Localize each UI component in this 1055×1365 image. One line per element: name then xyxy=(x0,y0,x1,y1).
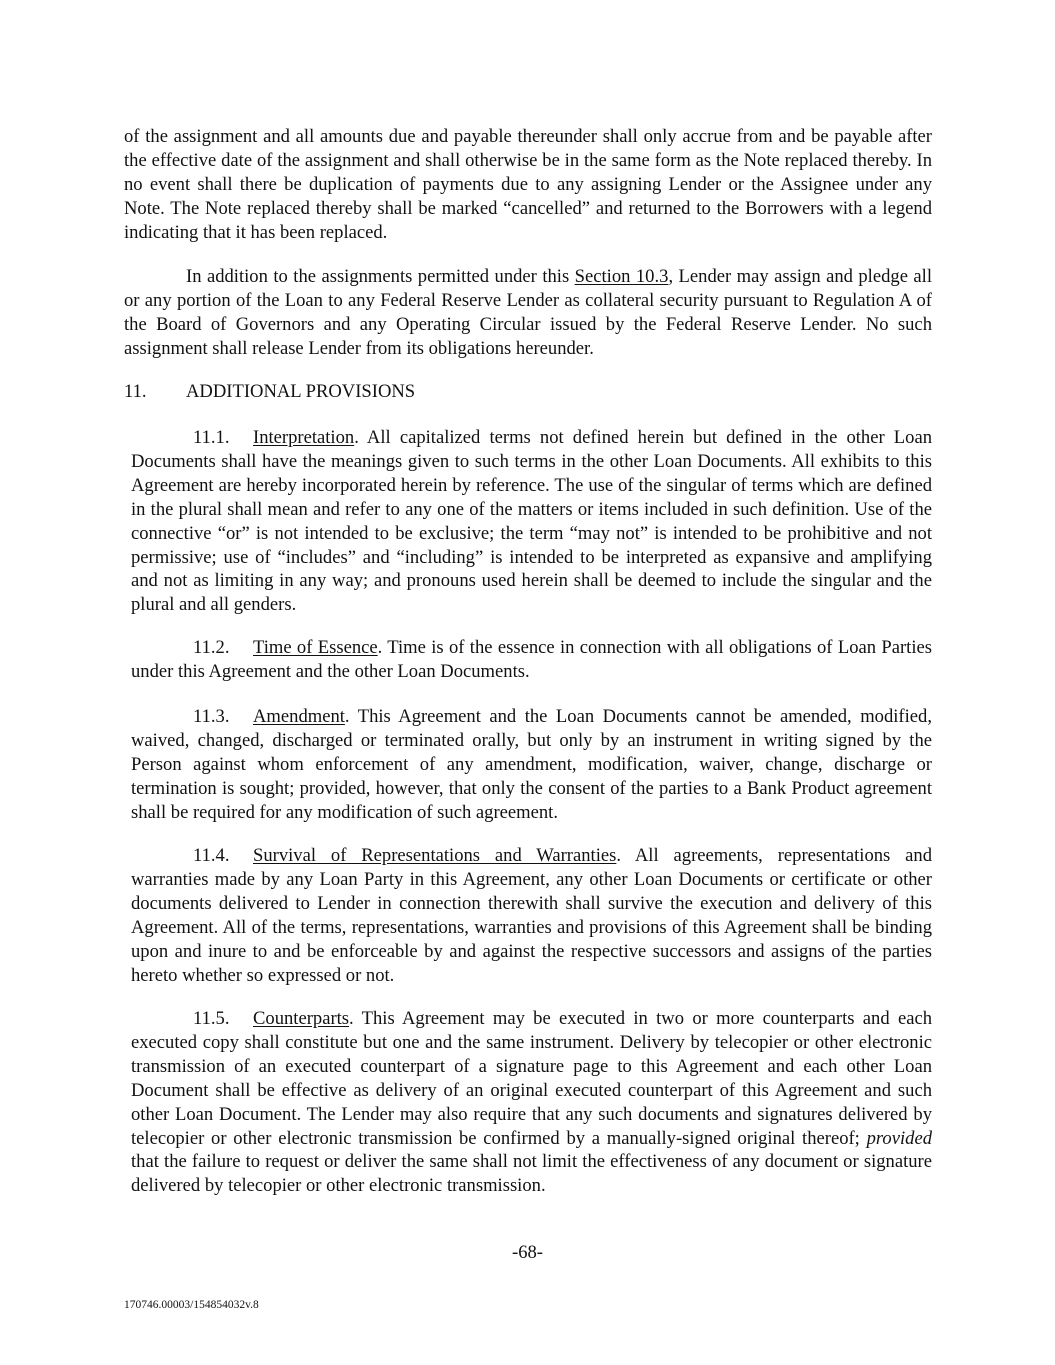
paragraph-federal-reserve-assignment xyxy=(124,265,932,361)
section-11-5-number: 11.5. xyxy=(193,1008,230,1029)
section-11-2-body: . Time is of the essence in connection with all obligations of Loan Parties under this Agreement and the other Loan Documents. xyxy=(131,637,932,682)
provided-italic: provided xyxy=(866,1127,932,1149)
section-11-4-number: 11.4. xyxy=(193,845,230,866)
section-11-3-body: . This Agreement and the Loan Documents cannot be amended, modified, waived, changed, discharged or terminated orally, but only by an instrument in writing signed by the Person against whom enforcement of any amendment, modification, waiver, change, discharge or termination is sought; provided, however, that only the consent of the parties to a Bank Product agreement shall be required for any modification of such agreement. xyxy=(131,706,932,823)
section-11-1-interpretation xyxy=(131,426,932,617)
section-11-4-body: . All agreements, representations and warranties made by any Loan Party in this Agreement, any other Loan Documents or certificate or other documents delivered to Lender in connection therewith shall survive the execution and delivery of this Agreement. All of the terms, representations, warranties and provisions of this Agreement shall be binding upon and inure to and be enforceable by and against the respective successors and assigns of the parties hereto whether so expressed or not. xyxy=(131,845,932,986)
section-11-4-title: Survival of Representations and Warranties xyxy=(253,845,617,866)
page-number: -68- xyxy=(512,1242,543,1263)
p1-post: , Lender may assign and pledge all or any portion of the Loan to any Federal Reserve Lender as collateral security pursuant to Regulation A of the Board of Governors and any Operating Circular issued by the Federal Reserve Lender. No such assignment shall release Lender from its obligations hereunder. xyxy=(124,266,932,359)
section-11-3-amendment xyxy=(131,705,932,825)
section-11-2-title: Time of Essence xyxy=(253,637,378,658)
section-11-4-survival xyxy=(131,844,932,987)
section-11-5-counterparts xyxy=(131,1007,932,1198)
section-11-5-body-1: . This Agreement may be executed in two or more counterparts and each executed copy shall constitute but one and the same instrument. Delivery by telecopier or other electronic transmission of an executed counterpart of a signature page to this Agreement and each other Loan Document shall be effective as delivery of an original executed counterpart of this Agreement and such other Loan Document. The Lender may also require that any such documents and signatures delivered by telecopier or other electronic transmission be confirmed by a manually-signed original thereof; xyxy=(131,1008,932,1149)
section-11-1-body: . All capitalized terms not defined herein but defined in the other Loan Documents shall have the meanings given to such terms in the other Loan Documents. All exhibits to this Agreement are hereby incorporated herein by reference. The use of the singular of terms which are defined in the plural shall mean and refer to any one of the matters or items included in such definition. Use of the connective “or” is not intended to be exclusive; the term “may not” is intended to be prohibitive and not permissive; use of “includes” and “including” is intended to be interpreted as expansive and amplifying and not as limiting in any way; and pronouns used herein shall be deemed to include the singular and the plural and all genders. xyxy=(131,427,932,616)
section-11-title: ADDITIONAL PROVISIONS xyxy=(186,381,416,402)
section-11-5-body-2: that the failure to request or deliver the same shall not limit the effectiveness of any document or signature delivered by telecopier or other electronic transmission. xyxy=(131,1151,932,1197)
paragraph-assignment-continued: of the assignment and all amounts due and payable thereunder shall only accrue from and be payable after the effective date of the assignment and shall otherwise be in the same form as the Note replaced thereby. In no event shall there be duplication of payments due to any assigning Lender or the Assignee under any Note. The Note replaced thereby shall be marked “cancelled” and returned to the Borrowers with a legend indicating that it has been replaced. xyxy=(124,126,932,243)
section-11-1-title: Interpretation xyxy=(253,427,355,448)
document-id: 170746.00003/154854032v.8 xyxy=(124,1299,259,1311)
section-11-2-number: 11.2. xyxy=(193,637,230,658)
section-11-3-title: Amendment xyxy=(253,706,345,727)
section-11-number: 11. xyxy=(124,381,147,402)
section-10-3-reference: Section 10.3 xyxy=(574,266,669,287)
section-11-heading xyxy=(124,380,415,404)
section-11-2-time-of-essence xyxy=(131,636,932,684)
section-11-5-title: Counterparts xyxy=(253,1008,350,1029)
section-11-3-number: 11.3. xyxy=(193,706,230,727)
section-11-1-number: 11.1. xyxy=(193,427,230,448)
p1-pre: In addition to the assignments permitted under this xyxy=(186,266,575,287)
